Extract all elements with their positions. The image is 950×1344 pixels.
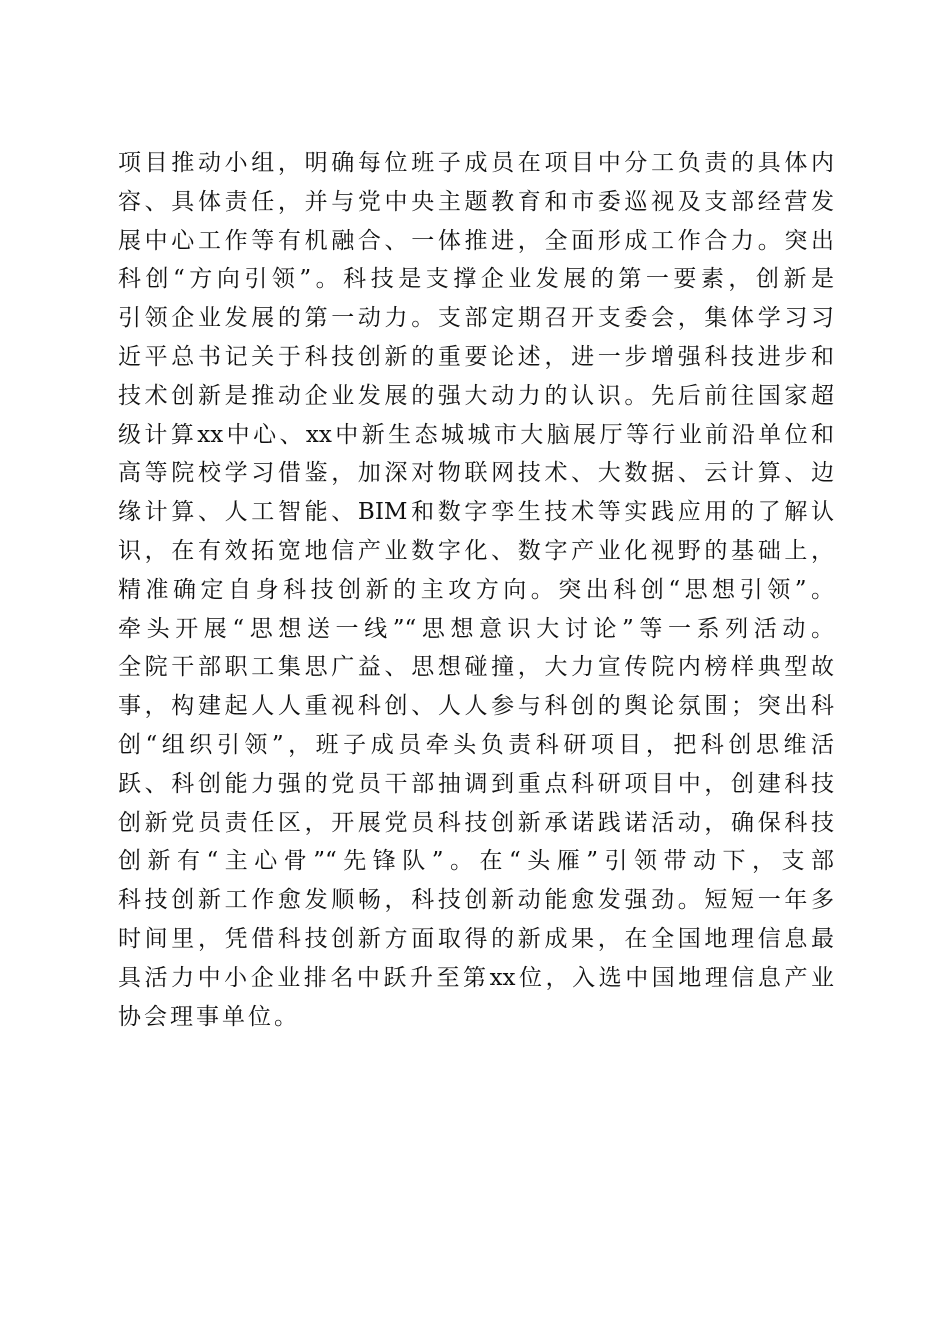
text-line: 缘计算、人工智能、BIM和数字孪生技术等实践应用的了解认 xyxy=(118,499,834,526)
text-line: 跃、科创能力强的党员干部抽调到重点科研项目中，创建科技 xyxy=(118,770,834,797)
text-line: 时间里，凭借科技创新方面取得的新成果，在全国地理信息最 xyxy=(118,925,834,952)
text-line: 引领企业发展的第一动力。支部定期召开支委会，集体学习习 xyxy=(118,305,834,332)
text-line: 具活力中小企业排名中跃升至第xx位，入选中国地理信息产业 xyxy=(118,964,834,991)
text-line: 科技创新工作愈发顺畅，科技创新动能愈发强劲。短短一年多 xyxy=(118,887,834,914)
text-line: 项目推动小组，明确每位班子成员在项目中分工负责的具体内 xyxy=(118,150,834,176)
text-line: 牵头开展“思想送一线”“思想意识大讨论”等一系列活动。 xyxy=(118,615,834,642)
text-line: 技术创新是推动企业发展的强大动力的认识。先后前往国家超 xyxy=(118,382,834,409)
text-line: 创“组织引领”，班子成员牵头负责科研项目，把科创思维活 xyxy=(118,731,834,758)
text-line: 近平总书记关于科技创新的重要论述，进一步增强科技进步和 xyxy=(118,343,834,370)
text-line: 科创“方向引领”。科技是支撑企业发展的第一要素，创新是 xyxy=(118,266,834,293)
text-line: 精准确定自身科技创新的主攻方向。突出科创“思想引领”。 xyxy=(118,576,834,603)
body-paragraph xyxy=(118,144,834,1036)
text-line: 创新有“主心骨”“先锋队”。在“头雁”引领带动下，支部 xyxy=(118,848,834,875)
text-line: 高等院校学习借鉴，加深对物联网技术、大数据、云计算、边 xyxy=(118,460,834,487)
text-line: 协会理事单位。 xyxy=(118,1003,300,1030)
text-line: 全院干部职工集思广益、思想碰撞，大力宣传院内榜样典型故 xyxy=(118,654,834,681)
text-line: 识，在有效拓宽地信产业数字化、数字产业化视野的基础上， xyxy=(118,537,834,564)
text-line: 级计算xx中心、xx中新生态城城市大脑展厅等行业前沿单位和 xyxy=(118,421,834,448)
text-line: 展中心工作等有机融合、一体推进，全面形成工作合力。突出 xyxy=(118,227,834,254)
text-line: 创新党员责任区，开展党员科技创新承诺践诺活动，确保科技 xyxy=(118,809,834,836)
text-line: 事，构建起人人重视科创、人人参与科创的舆论氛围；突出科 xyxy=(118,693,834,720)
text-line: 容、具体责任，并与党中央主题教育和市委巡视及支部经营发 xyxy=(118,188,834,215)
